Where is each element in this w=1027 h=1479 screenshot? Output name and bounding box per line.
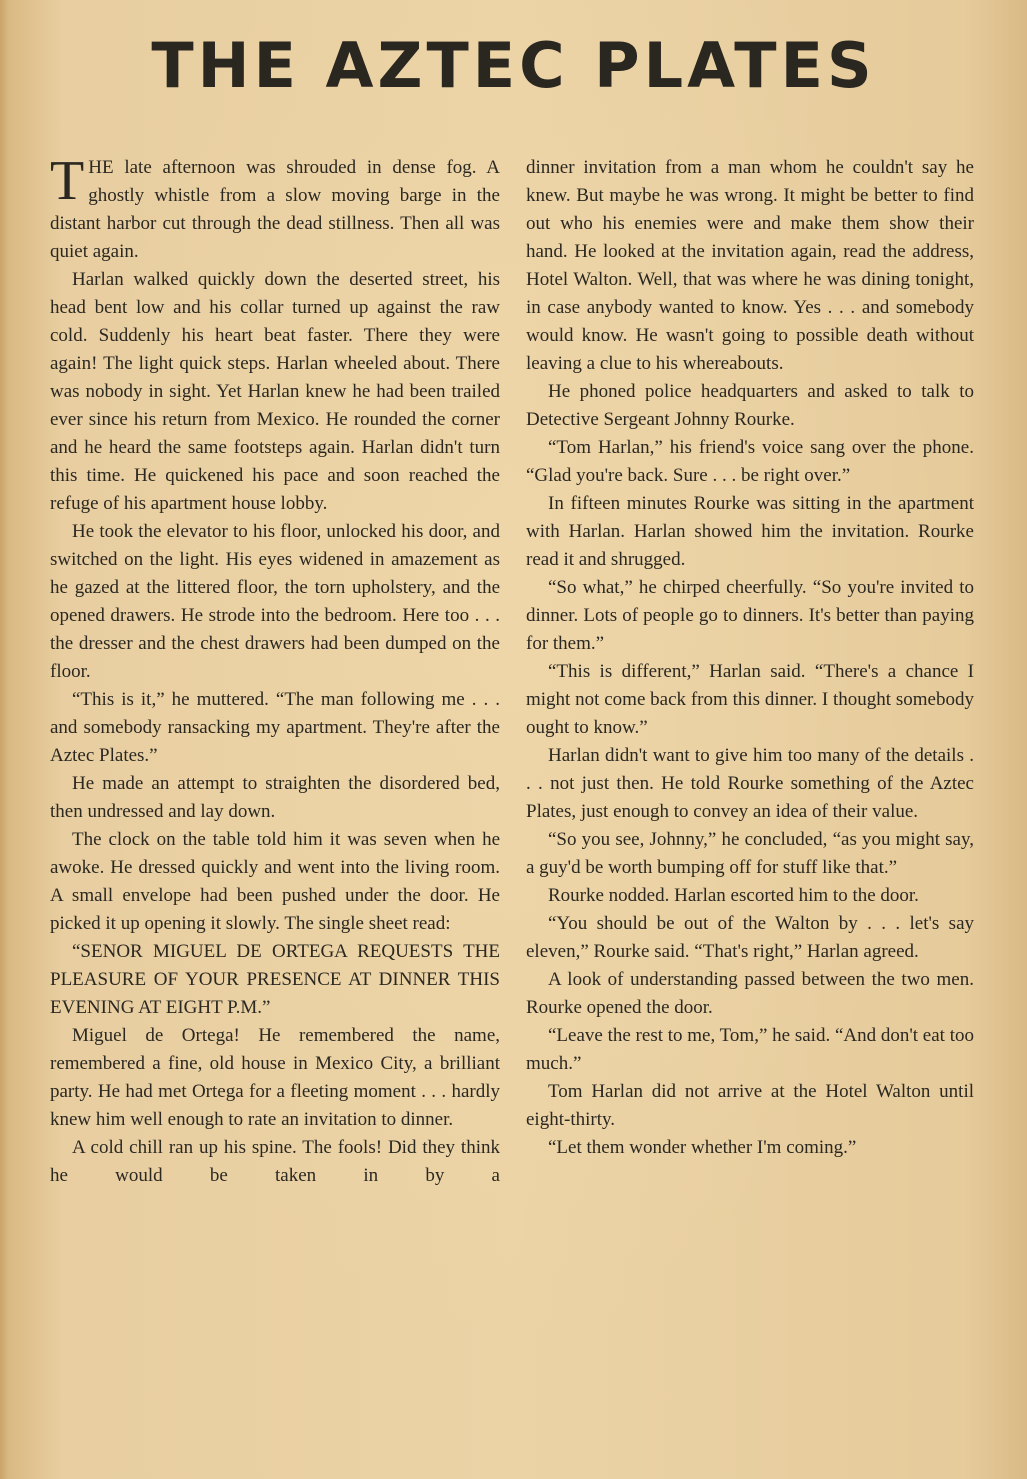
paragraph: In fifteen minutes Rourke was sitting in the apartment with Harlan. Harlan showed him the invitation. Rourke read it and shrugged.	[526, 493, 974, 570]
paragraph: “This is it,” he muttered. “The man following me . . . and somebody ransacking my apartment. They're after the Aztec Plates.”	[50, 689, 500, 766]
story-title: THE AZTEC PLATES	[151, 29, 876, 102]
paragraph: Harlan didn't want to give him too many of the details . . . not just then. He told Rourke something of the Aztec Plates, just enough to convey an idea of their value.	[526, 745, 974, 822]
paragraph: “So what,” he chirped cheerfully. “So you're invited to dinner. Lots of people go to dinners. It's better than paying for them.”	[526, 577, 974, 654]
paragraph: “You should be out of the Walton by . . . let's say eleven,” Rourke said. “That's right,” Harlan agreed.	[526, 913, 974, 962]
paragraph: A look of understanding passed between the two men. Rourke opened the door.	[526, 969, 974, 1018]
continued-paragraph: dinner invitation from a man whom he couldn't say he knew. But maybe he was wrong. It might be better to find out who his enemies were and make them show their hand. He looked at the invitation again, read the address, Hotel Walton. Well, that was where he was dining tonight, in case anybody wanted to know. Yes . . . and somebody would know. He wasn't going to possible death without leaving a clue to his whereabouts.	[526, 157, 974, 374]
opening-paragraph-text: HE late afternoon was shrouded in dense fog. A ghostly whistle from a slow moving barge in the distant harbor cut through the dead stillness. Then all was quiet again.	[50, 157, 500, 262]
paragraph: “Tom Harlan,” his friend's voice sang over the phone. “Glad you're back. Sure . . . be right over.”	[526, 437, 974, 486]
paragraph: “So you see, Johnny,” he concluded, “as you might say, a guy'd be worth bumping off for stuff like that.”	[526, 829, 974, 878]
paragraph: Tom Harlan did not arrive at the Hotel Walton until eight-thirty.	[526, 1081, 974, 1130]
paragraph: He took the elevator to his floor, unlocked his door, and switched on the light. His eyes widened in amazement as he gazed at the littered floor, the torn upholstery, and the opened drawers. He strode into the bedroom. Here too . . . the dresser and the chest drawers had been dumped on the floor.	[50, 521, 500, 682]
right-column	[526, 154, 974, 1162]
paragraph: He phoned police headquarters and asked to talk to Detective Sergeant Johnny Rourke.	[526, 381, 974, 430]
paragraph: Rourke nodded. Harlan escorted him to the door.	[548, 885, 919, 906]
opening-paragraph	[50, 150, 500, 266]
paragraph: Miguel de Ortega! He remembered the name, remembered a fine, old house in Mexico City, a brilliant party. He had met Ortega for a fleeting moment . . . hardly knew him well enough to rate an invitation to dinner.	[50, 1025, 500, 1130]
paragraph: He made an attempt to straighten the disordered bed, then undressed and lay down.	[50, 773, 500, 822]
invitation-text: “SENOR MIGUEL DE ORTEGA REQUESTS THE PLEASURE OF YOUR PRESENCE AT DINNER THIS EVENING AT EIGHT P.M.”	[50, 941, 500, 1018]
paragraph: Harlan walked quickly down the deserted street, his head bent low and his collar turned up against the raw cold. Suddenly his heart beat faster. There they were again! The light quick steps. Harlan wheeled about. There was nobody in sight. Yet Harlan knew he had been trailed ever since his return from Mexico. He rounded the corner and he heard the same footsteps again. Harlan didn't turn this time. He quickened his pace and soon reached the refuge of his apartment house lobby.	[50, 269, 500, 514]
paragraph: “Let them wonder whether I'm coming.”	[548, 1137, 857, 1158]
paragraph: “This is different,” Harlan said. “There's a chance I might not come back from this dinner. I thought somebody ought to know.”	[526, 661, 974, 738]
paragraph: “Leave the rest to me, Tom,” he said. “And don't eat too much.”	[526, 1025, 974, 1074]
left-column	[50, 150, 500, 1190]
drop-cap: T	[50, 150, 85, 212]
paragraph: A cold chill ran up his spine. The fools! Did they think he would be taken in by a	[50, 1137, 500, 1186]
paragraph: The clock on the table told him it was seven when he awoke. He dressed quickly and went into the living room. A small envelope had been pushed under the door. He picked it up opening it slowly. The single sheet read:	[50, 829, 500, 934]
page-edge-shadow	[0, 0, 8, 1479]
